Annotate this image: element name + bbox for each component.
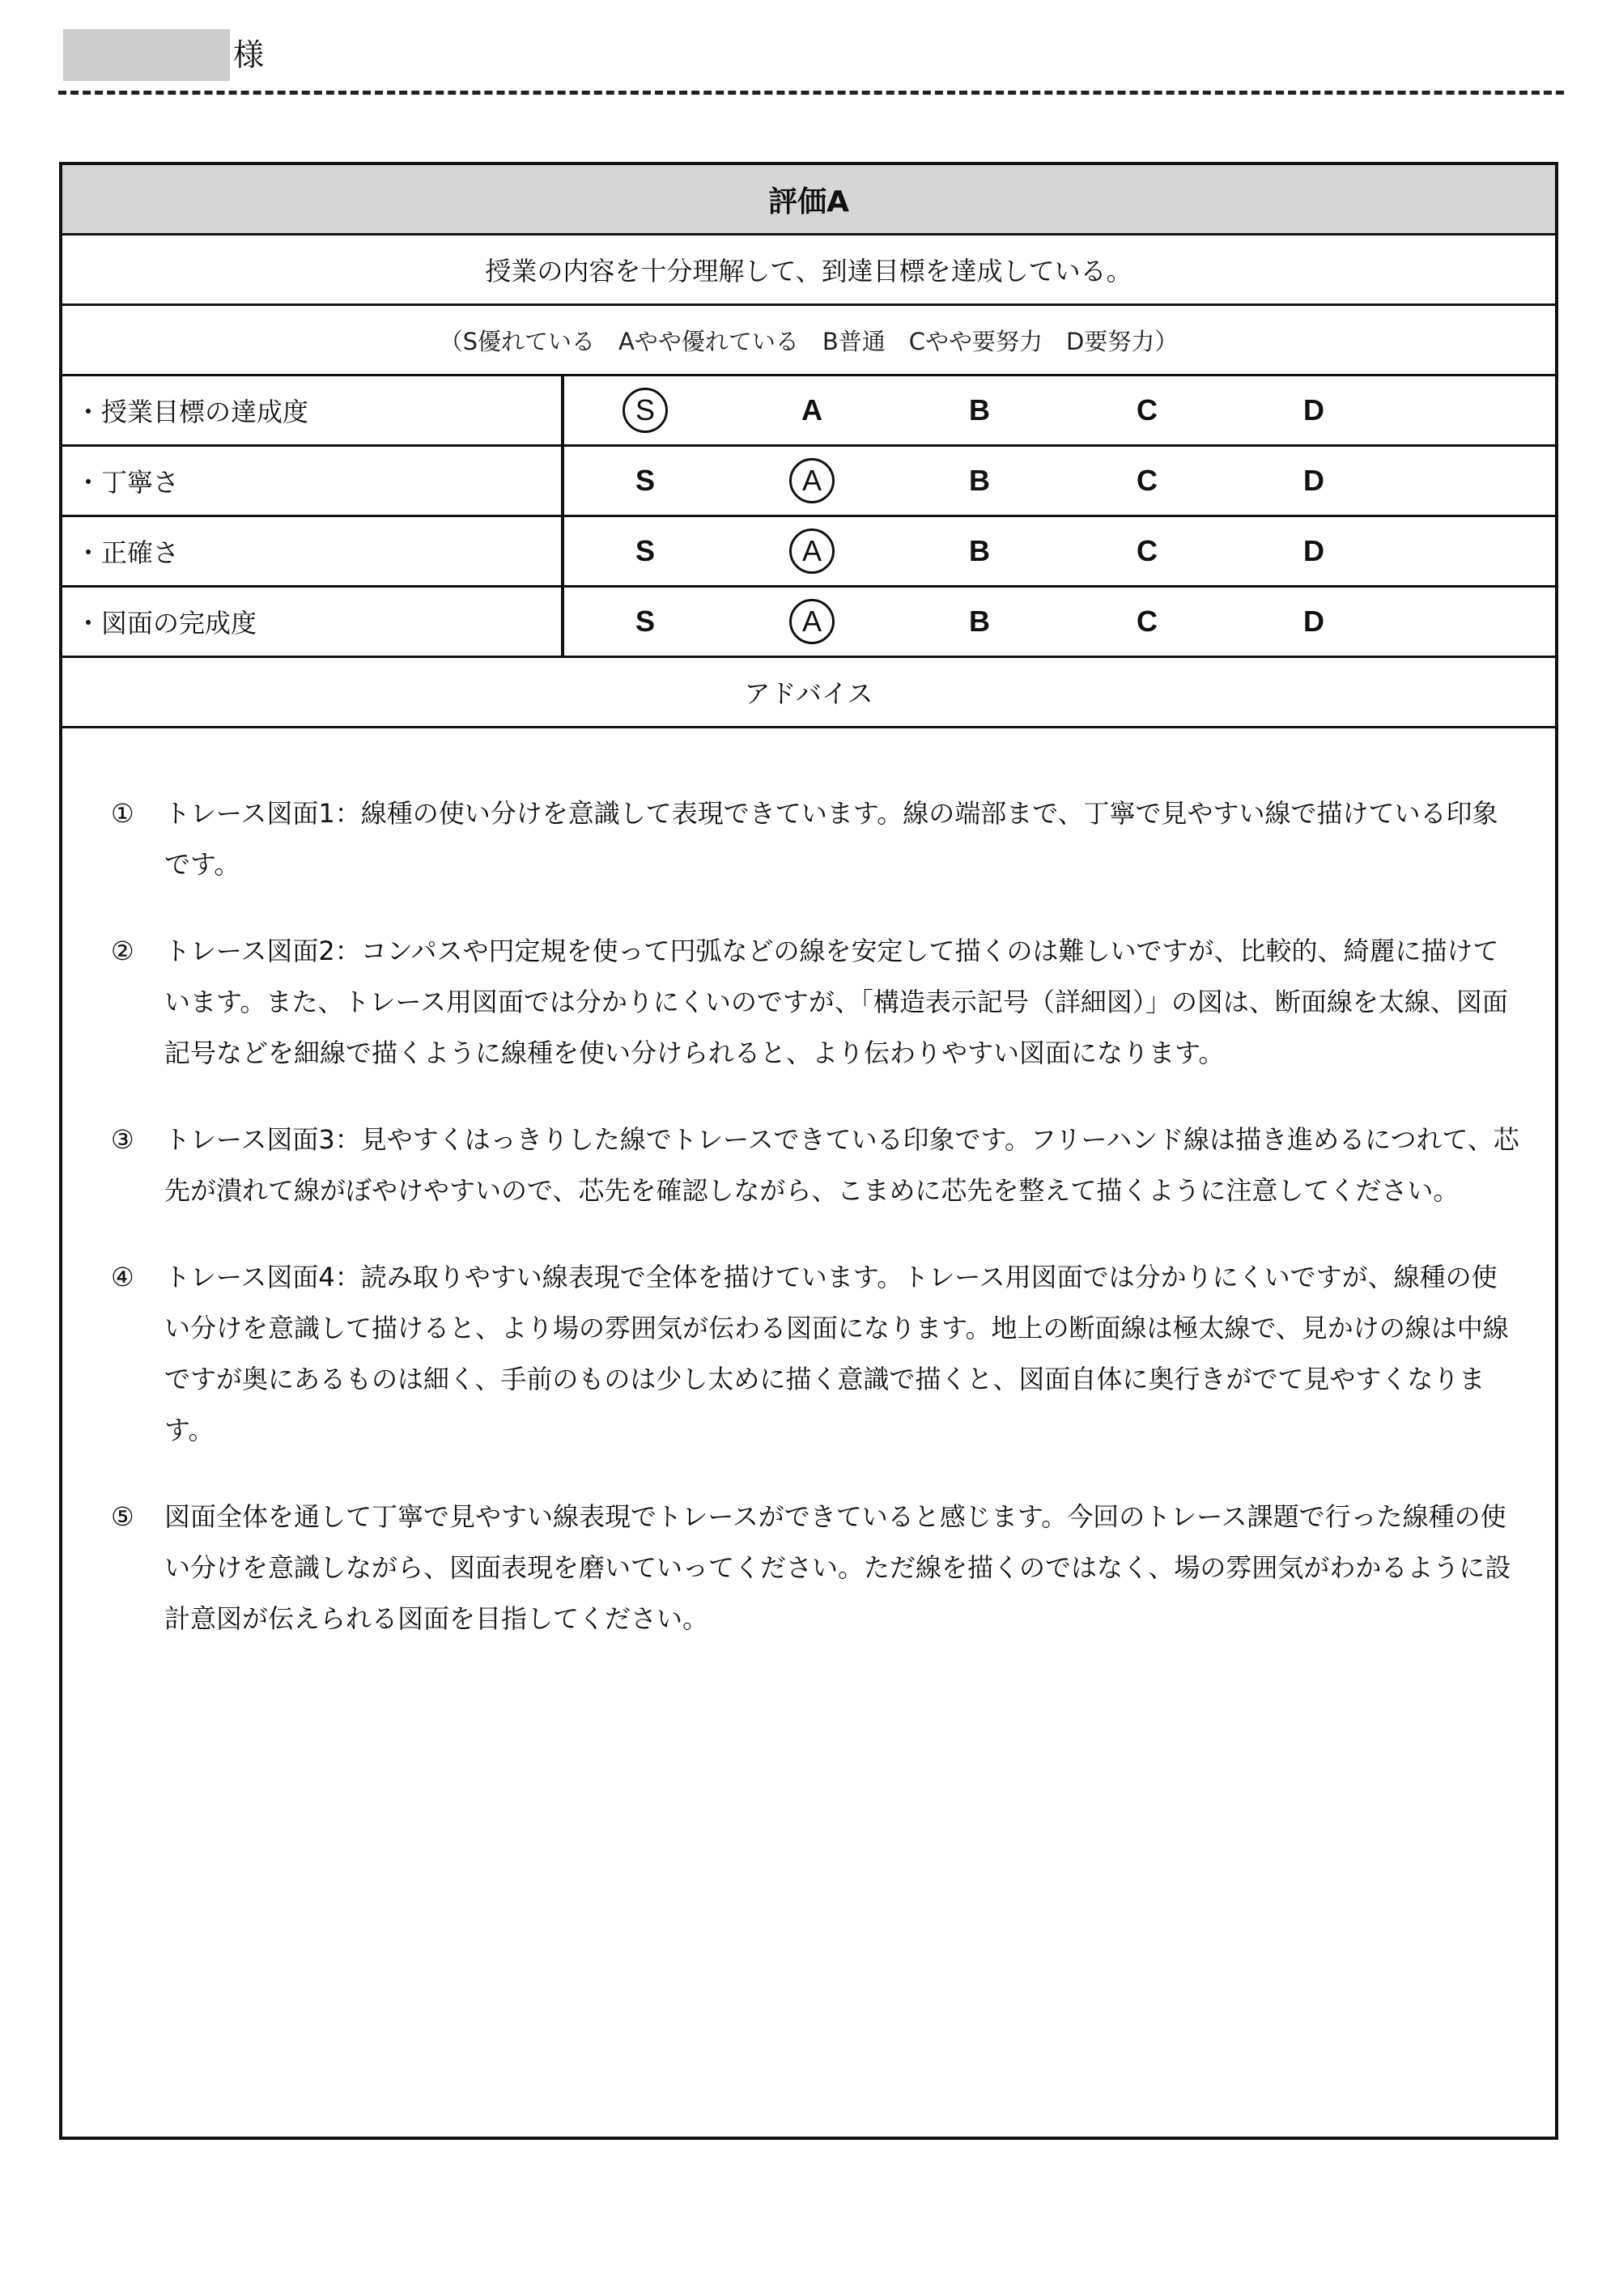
grade-letter: C — [1137, 534, 1158, 567]
advice-number: ③ — [111, 1124, 134, 1155]
grade-option — [613, 447, 678, 515]
evaluation-description: 授業の内容を十分理解して、到達目標を達成している。 — [62, 236, 1555, 306]
criterion-label: ・授業目標の達成度 — [62, 376, 564, 444]
advice-item — [111, 788, 1519, 890]
grade-option — [947, 517, 1012, 585]
grade-letter: D — [1303, 534, 1324, 567]
grade-letter: A — [789, 458, 835, 503]
grade-option — [947, 588, 1012, 656]
grade-option — [1115, 447, 1179, 515]
advice-text: トレース図面2：コンパスや円定規を使って円弧などの線を安定して描くのは難しいですが、比較的、綺麗に描けています。また、トレース用図面では分かりにくいのですが、「構造表示記号（詳細図）」の図は、断面線を太線、図面記号などを細線で描くように線種を使い分けられると、より伝わりやすい図面になります。 — [164, 936, 1508, 1068]
grade-option — [1115, 376, 1179, 444]
advice-number: ① — [111, 798, 134, 829]
grade-option — [1115, 588, 1179, 656]
criterion-label: ・正確さ — [62, 517, 564, 585]
evaluation-title: 評価A — [62, 165, 1555, 236]
advice-text: トレース図面4：読み取りやすい線表現で全体を描けています。トレース用図面では分かりにくいですが、線種の使い分けを意識して描けると、より場の雰囲気が伝わる図面になります。地上の断面線は極太線で、見かけの線は中線ですが奥にあるものは細く、手前のものは少し太めに描く意識で描くと、図面自体に奥行きがでて見やすくなります。 — [164, 1262, 1509, 1445]
grade-letter: C — [1137, 605, 1158, 638]
grade-letter: A — [789, 528, 835, 574]
advice-item — [111, 1114, 1519, 1216]
grade-option — [780, 376, 844, 444]
advice-text: トレース図面3：見やすくはっきりした線でトレースできている印象です。フリーハンド線は描き進めるにつれて、芯先が潰れて線がぼやけやすいので、芯先を確認しながら、こまめに芯先を整えて描くように注意してください。 — [164, 1124, 1519, 1206]
evaluation-sheet — [59, 162, 1558, 2140]
grade-letter: S — [635, 534, 655, 567]
advice-item — [111, 1492, 1519, 1645]
grade-selected-circle — [780, 517, 844, 585]
grade-letter: C — [1137, 464, 1158, 497]
grade-option — [947, 376, 1012, 444]
criterion-label: ・丁寧さ — [62, 447, 564, 515]
honorific-sama: 様 — [233, 37, 265, 73]
grade-letter: S — [635, 605, 655, 638]
grade-option — [613, 517, 678, 585]
advice-number: ④ — [111, 1262, 134, 1292]
grade-letter: B — [969, 534, 990, 567]
grade-selected-circle — [613, 376, 678, 444]
grade-option — [613, 588, 678, 656]
recipient-name-redacted — [63, 29, 230, 81]
grade-letter: B — [969, 393, 990, 427]
criterion-row — [62, 517, 1555, 588]
grade-option — [947, 447, 1012, 515]
grade-letter: C — [1137, 393, 1158, 427]
criterion-row — [62, 376, 1555, 447]
grade-option — [1281, 376, 1346, 444]
grade-selected-circle — [780, 447, 844, 515]
advice-heading: アドバイス — [62, 658, 1555, 728]
grade-option — [1281, 517, 1346, 585]
advice-text: トレース図面1：線種の使い分けを意識して表現できています。線の端部まで、丁寧で見やすい線で描けている印象です。 — [164, 798, 1498, 880]
grade-letter: A — [789, 599, 835, 644]
dashed-separator — [58, 91, 1564, 95]
advice-text: 図面全体を通して丁寧で見やすい線表現でトレースができていると感じます。今回のトレース課題で行った線種の使い分けを意識しながら、図面表現を磨いていってください。ただ線を描くのではなく、場の雰囲気がわかるように設計意図が伝えられる図面を目指してください。 — [164, 1501, 1511, 1634]
grade-letter: S — [623, 388, 668, 433]
grade-letter: S — [635, 464, 655, 497]
criterion-row — [62, 447, 1555, 517]
grade-option — [1281, 588, 1346, 656]
grade-letter: B — [969, 464, 990, 497]
grade-letter: A — [801, 393, 822, 427]
grade-legend: （S優れている Aやや優れている B普通 Cやや要努力 D要努力） — [62, 306, 1555, 376]
grade-letter: D — [1303, 605, 1324, 638]
criterion-row — [62, 588, 1555, 658]
advice-list — [111, 788, 1519, 1680]
grade-option — [1281, 447, 1346, 515]
grade-letter: B — [969, 605, 990, 638]
grade-letter: D — [1303, 393, 1324, 427]
grade-option — [1115, 517, 1179, 585]
criterion-label: ・図面の完成度 — [62, 588, 564, 656]
advice-item — [111, 1252, 1519, 1456]
advice-number: ② — [111, 936, 134, 966]
grade-letter: D — [1303, 464, 1324, 497]
advice-number: ⑤ — [111, 1501, 134, 1532]
grade-selected-circle — [780, 588, 844, 656]
advice-item — [111, 926, 1519, 1079]
